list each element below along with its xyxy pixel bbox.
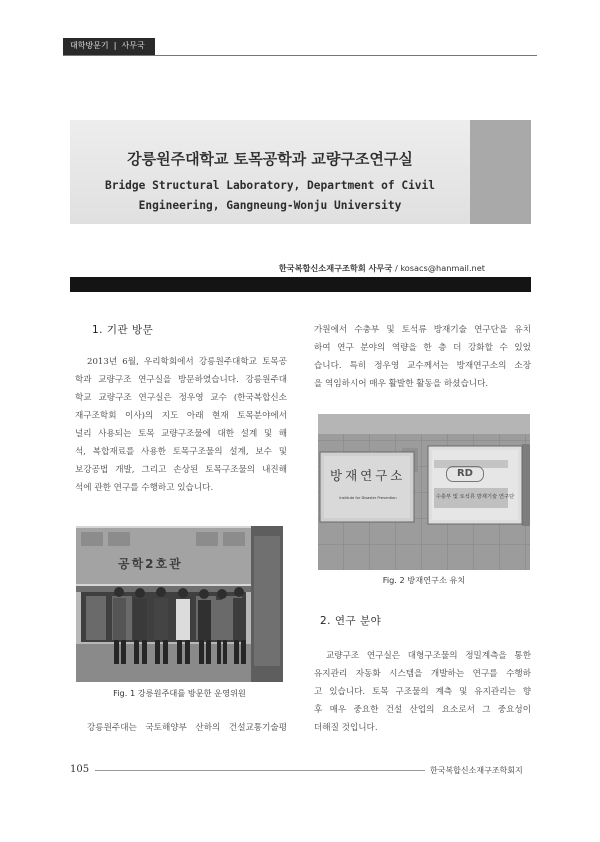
building-sign: 공학2호관 [118,557,183,571]
plaque-institute-name: 방재연구소 [330,468,406,483]
figure-1-photo [76,526,283,682]
paragraph-line: 더해질 것입니다. [314,723,378,733]
paragraph-line: 재구조학회 이사)의 지도 아래 현재 토목분야에서 [75,411,287,421]
paragraph-line: 널리 사용되는 토목 교량구조물에 대한 설계 및 해 [75,429,287,439]
figure-1-image [76,526,283,682]
plaque-research-center-name: 수충부 및 토석류 방재기술 연구단 [435,494,515,500]
journal-name: 한국복합신소재구조학회지 [430,766,523,775]
section-2-paragraph [314,647,531,737]
page-number: 105 [70,764,90,775]
author-separator: / [392,263,401,273]
paragraph-line: 고 있습니다. 토목 구조물의 계측 및 유지관리는 향 [314,687,531,697]
footer-rule [95,770,425,771]
paragraph-line: 하여 연구 분야의 역량을 한 층 더 강화할 수 있었 [314,343,531,353]
article-title-korean: 강릉원주대학교 토목공학과 교량구조연구실 [127,150,413,168]
paragraph-line: 석, 복합재료를 사용한 토목구조물의 설계, 보수 및 [75,447,287,457]
author-name: 한국복합신소재구조학회 사무국 [278,263,393,273]
paragraph-line: 유지관리 자동화 시스템을 개발하는 연구를 수행하 [314,669,531,679]
plaque-research-logo: RD [446,466,484,482]
paragraph-line: 2013년 6월, 우리학회에서 강릉원주대학교 토목공 [87,357,287,367]
plaque-institute-english: Institute for Disaster Prevention [339,496,397,500]
paragraph-line: 을 역임하시어 매우 활발한 활동을 하셨습니다. [314,379,489,389]
author-line [250,263,485,274]
section-1-paragraph-2 [75,719,287,737]
article-title-english [70,176,470,216]
header-category: 대학방문기 | 사무국 [70,41,145,50]
paragraph-line: 보강공법 개발, 그리고 손상된 토목구조물의 내진해 [75,465,287,475]
header-black-bar [70,277,531,292]
section-1-heading: 1. 기관 방문 [92,324,154,336]
continued-paragraph [314,321,531,393]
paragraph-line: 교량구조 연구실은 대형구조물의 정밀계측을 통한 [326,651,531,661]
article-title-english-line1: Bridge Structural Laboratory, Department of Civil [104,179,436,192]
paragraph-line: 후 매우 중요한 건설 산업의 요소로서 그 중요성이 [314,705,531,715]
title-banner-accent [470,120,531,224]
header-rule [63,55,537,56]
section-1-paragraph [75,353,287,497]
author-email: kosacs@hanmail.net [400,263,485,273]
paragraph-line: 가원에서 수충부 및 토석류 방재기술 연구단을 유치 [314,325,531,335]
article-title-english-line2: Engineering, Gangneung-Wonju University [138,199,402,212]
paragraph-line: 습니다. 특히 정우영 교수께서는 방재연구소의 소장 [314,361,531,371]
section-2-heading: 2. 연구 분야 [320,615,382,627]
paragraph-line: 학교 교량구조 연구실은 정우영 교수 (한국복합신소 [75,393,287,403]
figure-1-caption: Fig. 1 강릉원주대를 방문한 운영위원 [113,688,246,698]
paragraph-line: 학과 교량구조 연구실을 방문하였습니다. 강릉원주대 [75,375,287,385]
figure-2-photo [318,414,530,570]
paragraph-line: 석에 관한 연구를 수행하고 있습니다. [75,483,214,493]
figure-2-caption: Fig. 2 방재연구소 유치 [382,575,466,585]
paragraph-line: 강릉원주대는 국토해양부 산하의 건설교통기술평 [87,723,287,733]
